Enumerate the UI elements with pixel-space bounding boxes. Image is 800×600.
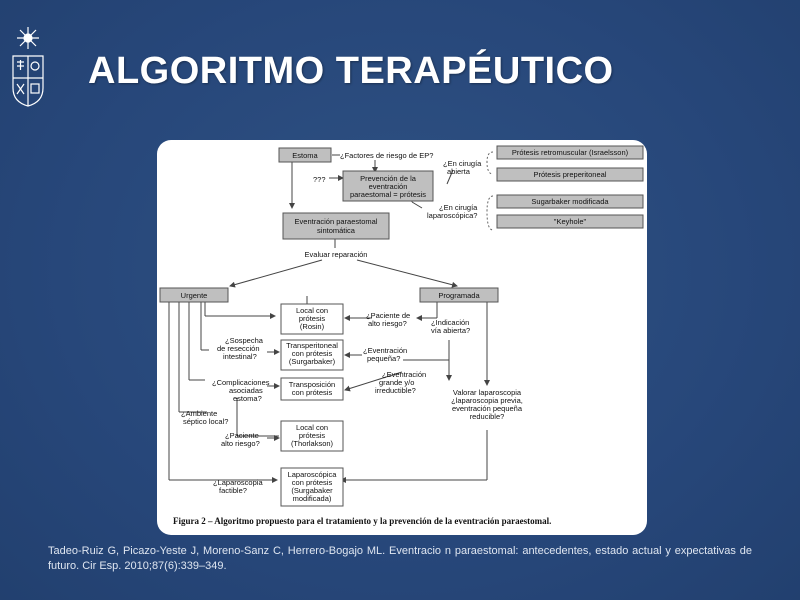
label-rosin-1: Local con <box>295 306 329 315</box>
label-sugarbaker-modificada: Sugarbaker modificada <box>531 197 609 206</box>
label-valorar-3: eventración pequeña <box>451 404 523 413</box>
label-thorlakson-1: Local con <box>295 423 329 432</box>
label-eventracion-grande-1: ¿Eventración <box>382 370 427 379</box>
university-logo <box>8 26 48 110</box>
label-rosin-2: prótesis <box>298 314 326 323</box>
label-eventracion-pequena-2: pequeña? <box>367 354 401 363</box>
label-paciente-alto2-2: alto riesgo? <box>221 439 260 448</box>
label-valorar-4: reducible? <box>469 412 505 421</box>
label-ambiente-1: ¿Ambiente <box>181 409 218 418</box>
label-paciente-alto-1: ¿Paciente de <box>366 311 411 320</box>
label-eventracion-1: Eventración paraestomal <box>294 217 378 226</box>
label-urgente: Urgente <box>180 291 208 300</box>
figure-caption: Figura 2 – Algoritmo propuesto para el tratamiento y la prevención de la eventración paraestomal. <box>173 516 552 526</box>
label-eventracion-grande-2: grande y/o <box>379 378 415 387</box>
label-ambiente-2: séptico local? <box>183 417 229 426</box>
label-complicaciones-2: asociadas <box>229 386 263 395</box>
label-transposicion-1: Transposición <box>288 380 336 389</box>
label-estoma: Estoma <box>292 151 318 160</box>
label-paciente-alto-2: alto riesgo? <box>368 319 407 328</box>
label-cirugia-lap-2: laparoscópica? <box>427 211 478 220</box>
algorithm-figure <box>157 140 647 535</box>
label-prevencion-3: paraestomal = prótesis <box>349 190 427 199</box>
label-laparoscopica-1: Laparoscópica <box>287 470 337 479</box>
label-sospecha-3: intestinal? <box>223 352 257 361</box>
label-evaluar-reparacion: Evaluar reparación <box>304 250 368 259</box>
label-laparoscopica-4: modificada) <box>292 494 332 503</box>
label-laparoscopia-factible-1: ¿Laparoscopia <box>213 478 263 487</box>
label-eventracion-grande-3: irreductible? <box>375 386 416 395</box>
algorithm-flowchart <box>157 140 647 535</box>
label-prevencion-1: Prevención de la <box>360 174 416 183</box>
label-eventracion-pequena-1: ¿Eventración <box>363 346 408 355</box>
label-transperitoneal-2: con prótesis <box>291 349 333 358</box>
label-keyhole: "Keyhole" <box>553 217 587 226</box>
label-paciente-alto2-1: ¿Paciente <box>225 431 259 440</box>
label-thorlakson-3: (Thorlakson) <box>290 439 334 448</box>
label-indicacion-2: vía abierta? <box>431 326 471 335</box>
label-cirugia-lap-1: ¿En cirugía <box>439 203 478 212</box>
label-factores-riesgo: ¿Factores de riesgo de EP? <box>340 151 434 160</box>
label-sospecha-1: ¿Sospecha <box>225 336 263 345</box>
label-rosin-3: (Rosin) <box>299 322 325 331</box>
label-laparoscopica-2: con prótesis <box>291 478 333 487</box>
label-eventracion-2: sintomática <box>317 226 355 235</box>
label-valorar-1: Valorar laparoscopia <box>452 388 522 397</box>
label-laparoscopica-3: (Surgabaker <box>291 486 333 495</box>
label-cirugia-abierta-1: ¿En cirugía <box>443 159 482 168</box>
label-protesis-retromuscular: Prótesis retromuscular (Israelsson) <box>511 148 629 157</box>
label-transperitoneal-3: (Surgarbaker) <box>288 357 336 366</box>
label-programada: Programada <box>438 291 480 300</box>
label-sospecha-2: de resección <box>217 344 260 353</box>
label-indicacion-1: ¿Indicación <box>431 318 470 327</box>
label-transperitoneal-1: Transperitoneal <box>286 341 338 350</box>
label-protesis-preperitoneal: Prótesis preperitoneal <box>533 170 607 179</box>
label-transposicion-2: con prótesis <box>291 388 333 397</box>
label-thorlakson-2: prótesis <box>298 431 326 440</box>
label-laparoscopia-factible-2: factible? <box>219 486 247 495</box>
label-complicaciones-1: ¿Complicaciones <box>212 378 270 387</box>
label-complicaciones-3: estoma? <box>233 394 262 403</box>
label-unknown: ??? <box>313 175 326 184</box>
label-valorar-2: ¿laparoscopia previa, <box>451 396 523 405</box>
label-cirugia-abierta-2: abierta <box>447 167 470 176</box>
citation-text: Tadeo-Ruiz G, Picazo-Yeste J, Moreno-Sanz C, Herrero-Bogajo ML. Eventracio n paraestomal: antecedentes, estado actual y expectativas de futuro. Cir Esp. 2010;87(6):339–349. <box>48 545 752 572</box>
slide-title: ALGORITMO TERAPÉUTICO <box>88 50 614 92</box>
label-prevencion-2: eventración <box>368 182 408 191</box>
